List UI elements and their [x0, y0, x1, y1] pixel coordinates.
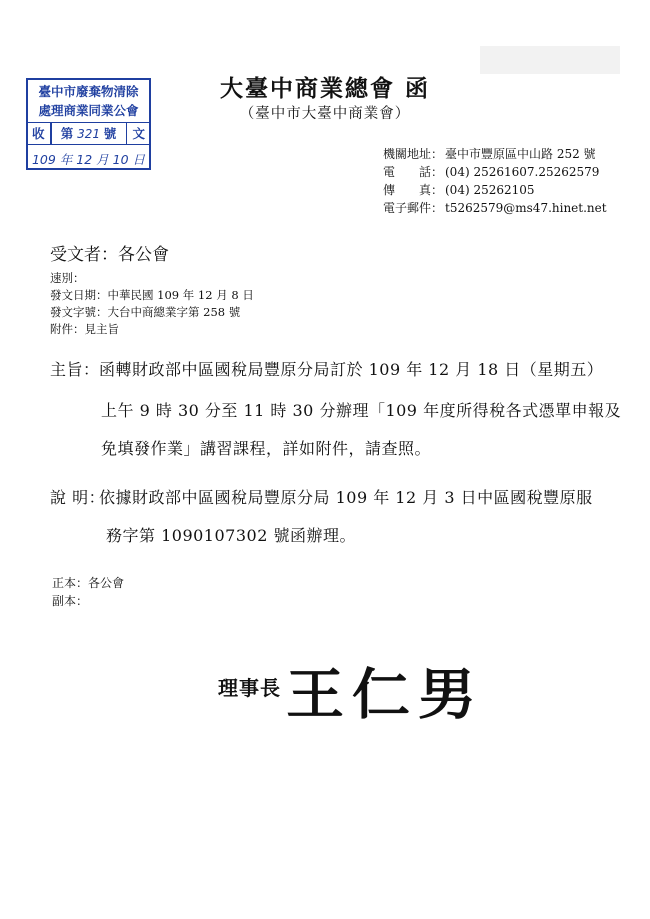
address-label: 機關地址：: [383, 147, 444, 161]
recipient: 受文者：各公會: [50, 245, 169, 265]
explanation-label: 說 明：: [50, 488, 106, 507]
phone-label: 電 話：: [383, 165, 444, 179]
signature-title: 理事長: [218, 676, 281, 700]
email-value: t5262579@ms47.hinet.net: [445, 201, 607, 215]
agency-phone: [383, 163, 599, 180]
stamp-received-label: 收: [32, 126, 45, 141]
stamp-date: 109 年 12 月 10 日: [31, 152, 146, 167]
document-title: 大臺中商業總會 函: [219, 75, 430, 102]
explanation-line2: 務字第 1090107302 號函辦理。: [106, 526, 356, 545]
distribution-main: 正本：各公會: [52, 576, 125, 590]
stamp-org-line1: 臺中市廢棄物清除: [38, 84, 139, 99]
stamp-received-prefix: 第: [60, 126, 74, 141]
stamp-received-suffix: 號: [103, 126, 117, 141]
subject-label: 主旨：: [50, 360, 100, 379]
agency-email: [383, 199, 607, 216]
meta-speed: 速別：: [50, 271, 85, 285]
fax-value: (04) 25262105: [445, 183, 535, 197]
fax-label: 傳 真：: [383, 183, 444, 197]
subject-line1: 函轉財政部中區國稅局豐原分局訂於 109 年 12 月 18 日（星期五）: [99, 360, 604, 379]
stamp-received-unit: 文: [132, 126, 145, 141]
explanation-line1: 依據財政部中區國稅局豐原分局 109 年 12 月 3 日中區國稅豐原服: [99, 488, 593, 507]
agency-fax: [383, 181, 535, 198]
meta-ref: 發文字號：大台中商總業字第 258 號: [50, 305, 241, 319]
stamp-received-number: 321: [77, 126, 100, 141]
meta-attachment: 附件：見主旨: [50, 322, 119, 336]
subject-line2: 上午 9 時 30 分至 11 時 30 分辦理「109 年度所得稅各式憑單申報及: [101, 401, 622, 420]
signature-name: 王仁男: [286, 662, 485, 728]
phone-value: (04) 25261607.25262579: [445, 165, 600, 179]
email-label: 電子郵件：: [383, 201, 444, 215]
agency-address: [383, 145, 596, 162]
address-value: 臺中市豐原區中山路 252 號: [445, 147, 596, 161]
stamp-org-line2: 處理商業同業公會: [28, 101, 149, 123]
meta-date: 發文日期：中華民國 109 年 12 月 8 日: [50, 288, 254, 302]
stamp-received-row: [28, 124, 149, 145]
document-subtitle: （臺中市大臺中商業會）: [239, 106, 411, 122]
subject-line3: 免填發作業」講習課程，詳如附件，請查照。: [101, 439, 432, 458]
distribution-copy: 副本：: [52, 594, 89, 608]
